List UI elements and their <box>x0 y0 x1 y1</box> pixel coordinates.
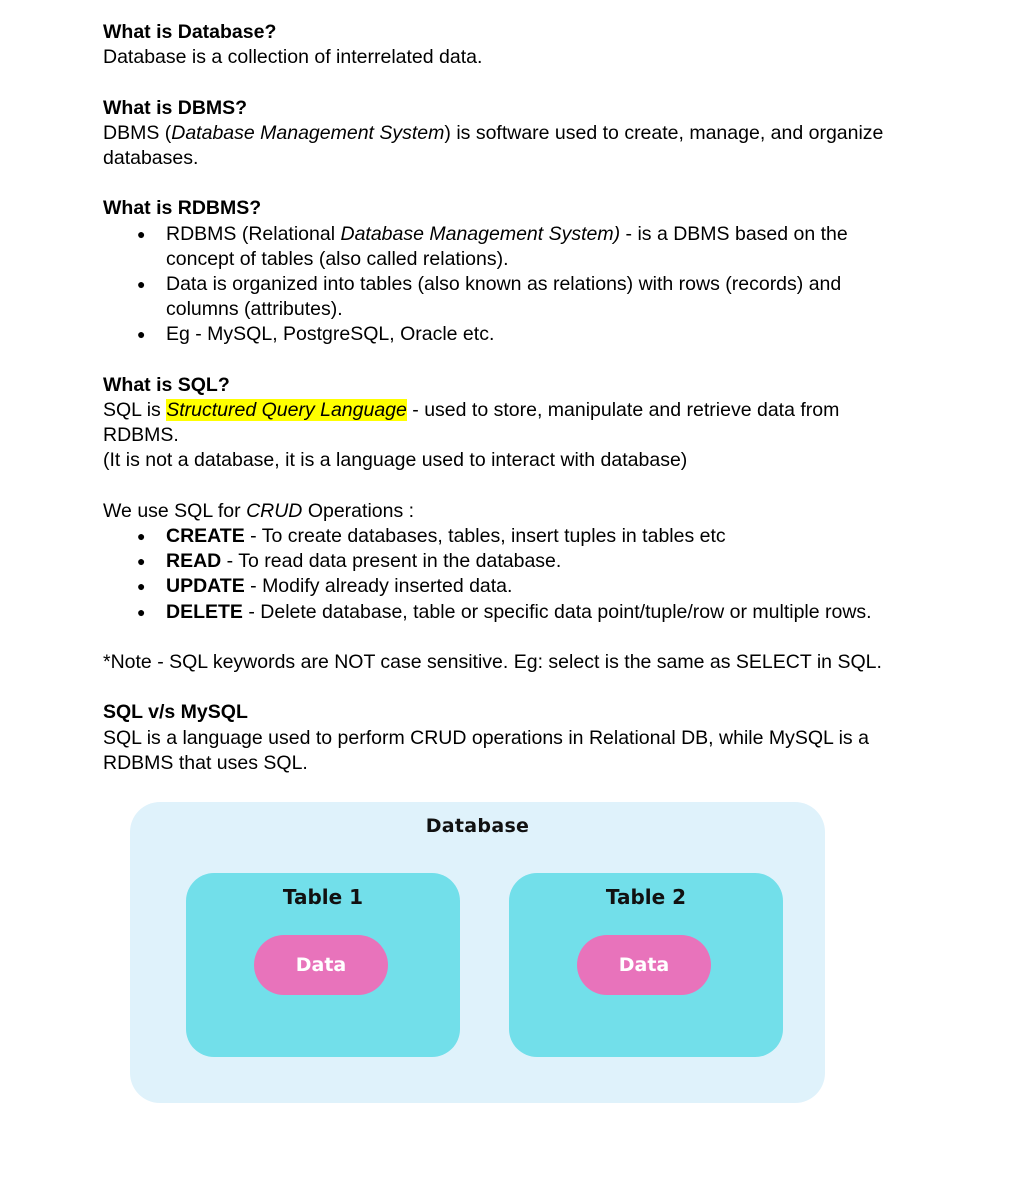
crud-list <box>103 524 903 625</box>
dbms-definition: DBMS (Database Management System) is software used to create, manage, and organize databases. <box>103 121 884 169</box>
database-diagram <box>130 802 825 1103</box>
data-pill: Data <box>577 935 711 995</box>
list-item: ● READ - To read data present in the database. <box>103 549 903 574</box>
database-definition: Database is a collection of interrelated data. <box>103 46 483 69</box>
dbms-heading: What is DBMS? <box>103 96 248 119</box>
list-item: ● Data is organized into tables (also known as relations) with rows (records) and columns (attributes). <box>103 272 903 322</box>
table-title: Table 2 <box>605 885 687 909</box>
sql-vs-mysql-heading: SQL v/s MySQL <box>103 701 248 724</box>
sql-definition: SQL is Structured Query Language - used to store, manipulate and retrieve data from RDBMS. <box>103 399 840 447</box>
table-title: Table 1 <box>282 885 364 909</box>
list-item: ● DELETE - Delete database, table or specific data point/tuple/row or multiple rows. <box>103 600 903 625</box>
crud-intro: We use SQL for CRUD Operations : <box>103 499 415 522</box>
list-item: ● Eg - MySQL, PostgreSQL, Oracle etc. <box>103 322 903 347</box>
table-1-box <box>186 873 460 1057</box>
list-item: ● RDBMS (Relational Database Management System) - is a DBMS based on the concept of tables (also called relations). <box>103 222 903 272</box>
document-body <box>103 20 903 776</box>
list-item: ● UPDATE - Modify already inserted data. <box>103 574 903 599</box>
sql-vs-mysql-text: SQL is a language used to perform CRUD operations in Relational DB, while MySQL is a RDBMS that uses SQL. <box>103 726 869 774</box>
rdbms-list <box>103 222 903 348</box>
diagram-title: Database <box>425 815 530 837</box>
list-item: ● CREATE - To create databases, tables, insert tuples in tables etc <box>103 524 903 549</box>
sql-heading: What is SQL? <box>103 373 230 396</box>
highlighted-term: Structured Query Language <box>166 399 407 421</box>
data-pill: Data <box>254 935 388 995</box>
rdbms-heading: What is RDBMS? <box>103 197 262 220</box>
database-heading: What is Database? <box>103 21 277 43</box>
case-sensitivity-note: *Note - SQL keywords are NOT case sensitive. Eg: select is the same as SELECT in SQL. <box>103 651 882 673</box>
table-2-box <box>509 873 783 1057</box>
sql-note: (It is not a database, it is a language used to interact with database) <box>103 449 688 472</box>
